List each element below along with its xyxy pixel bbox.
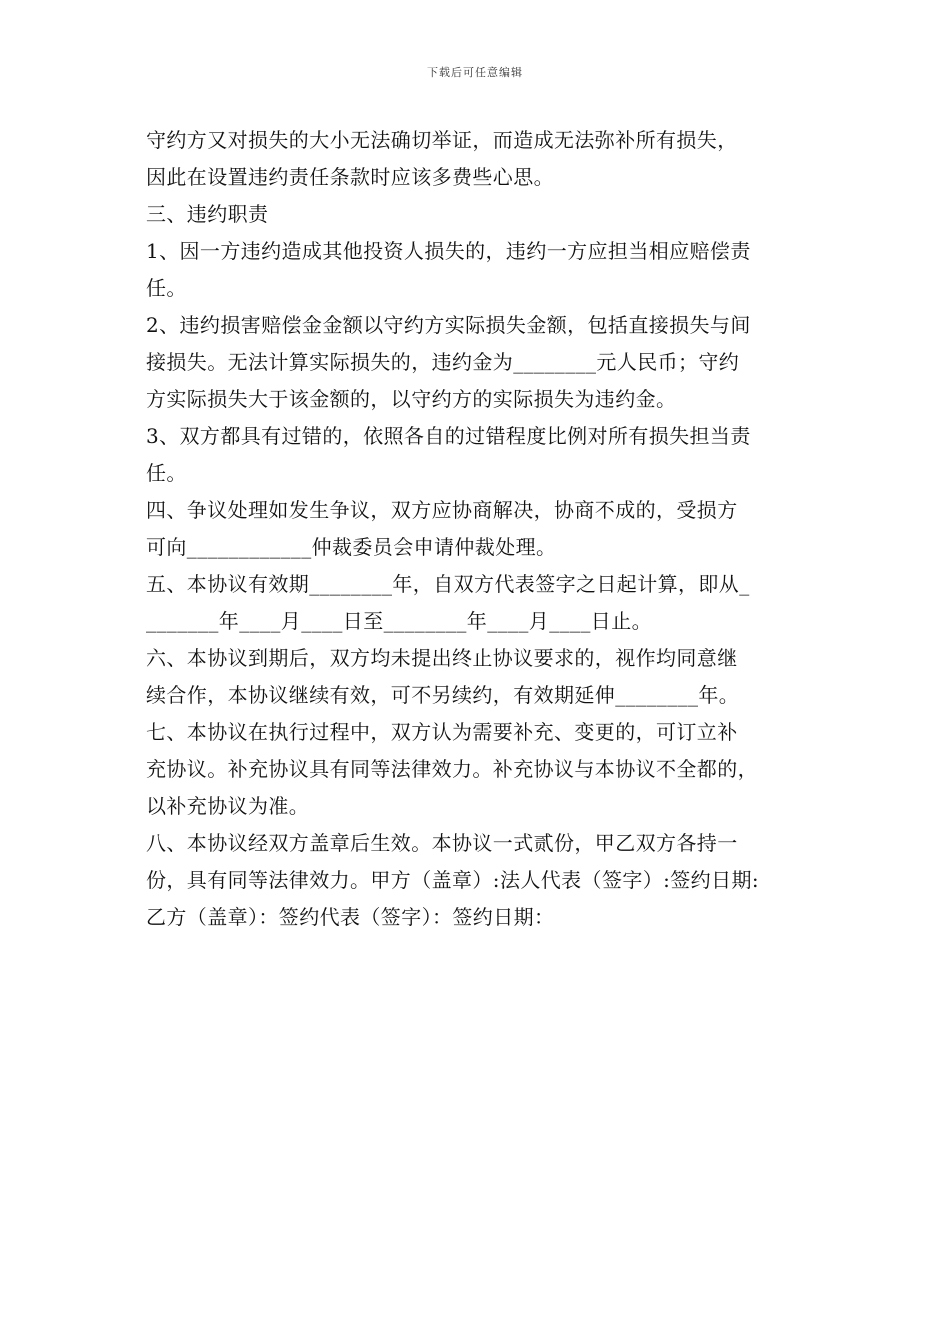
- text-line: 乙方（盖章）：签约代表（签字）：签约日期：: [146, 905, 555, 929]
- text-line: 守约方又对损失的大小无法确切举证，而造成无法弥补所有损失，: [146, 128, 738, 152]
- text-line: 份，具有同等法律效力。甲方（盖章）:法人代表（签字）:签约日期:: [146, 868, 760, 892]
- text-line: 续合作，本协议继续有效，可不另续约，有效期延伸________年。: [146, 683, 740, 707]
- text-line: 五、本协议有效期________年，自双方代表签字之日起计算，即从_: [146, 572, 750, 596]
- text-line: 因此在设置违约责任条款时应该多费些心思。: [146, 165, 554, 189]
- text-line: 可向____________仲裁委员会申请仲裁处理。: [146, 535, 557, 559]
- text-line: _______年____月____日至________年____月____日止。: [146, 609, 652, 633]
- text-line: 任。: [146, 461, 187, 485]
- text-line: 八、本协议经双方盖章后生效。本协议一式贰份，甲乙双方各持一: [146, 831, 738, 855]
- document-body: [146, 122, 814, 936]
- text-line: 接损失。无法计算实际损失的，违约金为________元人民币；守约: [146, 350, 740, 374]
- page-header: 下载后可任意编辑: [427, 66, 523, 79]
- section-heading: 三、违约职责: [146, 202, 269, 226]
- text-line: 2、违约损害赔偿金金额以守约方实际损失金额，包括直接损失与间: [146, 313, 751, 337]
- text-line: 方实际损失大于该金额的，以守约方的实际损失为违约金。: [146, 387, 677, 411]
- text-line: 四、争议处理如发生争议，双方应协商解决，协商不成的，受损方: [146, 498, 738, 522]
- text-line: 六、本协议到期后，双方均未提出终止协议要求的，视作均同意继: [146, 646, 738, 670]
- text-line: 充协议。补充协议具有同等法律效力。补充协议与本协议不全都的，: [146, 757, 758, 781]
- text-line: 1、因一方违约造成其他投资人损失的，违约一方应担当相应赔偿责: [146, 239, 751, 263]
- text-line: 以补充协议为准。: [146, 794, 310, 818]
- text-line: 七、本协议在执行过程中，双方认为需要补充、变更的，可订立补: [146, 720, 738, 744]
- text-line: 3、双方都具有过错的，依照各自的过错程度比例对所有损失担当责: [146, 424, 751, 448]
- text-line: 任。: [146, 276, 187, 300]
